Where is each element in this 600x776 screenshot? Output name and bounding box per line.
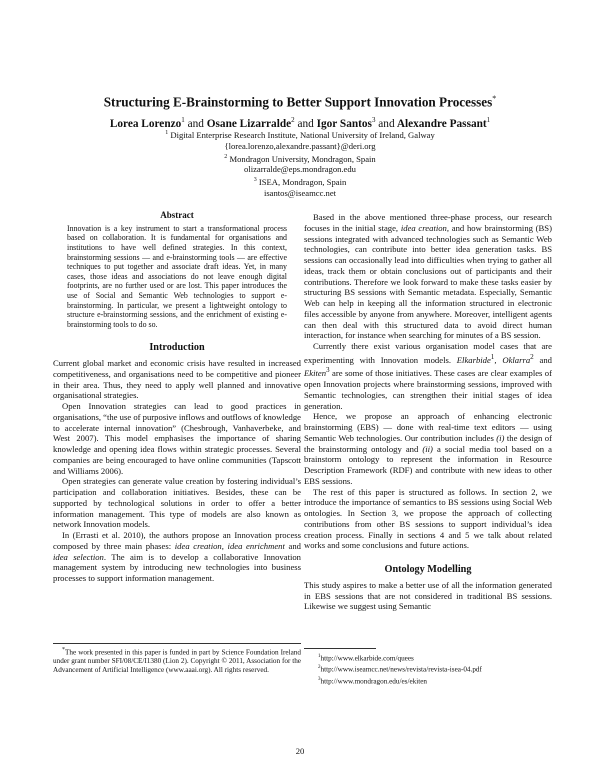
- affiliation-line: [40, 128, 560, 141]
- author-name: Lorea Lorenzo: [109, 117, 182, 130]
- italic-term: (i): [496, 432, 505, 443]
- text-run: a social media tool based on a brainstorm ontology to represent the information in Resource Description Framework (RDF) and contribute with new ideas to other EBS sessions.: [304, 443, 552, 486]
- author-separator: and: [297, 117, 314, 130]
- author-affil-marker: 1: [486, 116, 491, 124]
- italic-term: idea enrichment: [227, 540, 285, 551]
- right-column: [304, 212, 552, 612]
- italic-term: Oklarra: [502, 354, 531, 365]
- footnote-marker: *: [62, 647, 65, 653]
- intro-paragraph: Open strategies can generate value creation by fostering individual’s participation and collaboration initiatives. Besides, these can be supported by technological solutions in order to offer a better information management. This type of models are also known as network Innovation models.: [53, 476, 301, 530]
- author-name: Alexandre Passant: [396, 117, 487, 130]
- footnote-text: [53, 646, 301, 675]
- footnote-ref: 3: [326, 366, 330, 375]
- footnote-ref: 1: [490, 352, 495, 361]
- text-run: and: [284, 540, 301, 551]
- text-run: the design of the brainstorming ontology and: [304, 432, 552, 454]
- intro-paragraph: Open Innovation strategies can lead to good practices in organisations, “the use of purposive inflows and outflows of knowledge to accelerate internal innovation” (Chesbrough, Vanhaverbeke, and West 2007). This model emphasises the importance of sharing knowledge and opening idea flows within strategic processes. Several companies are being encouraged to have online communities (Tapscott and Williams 2006).: [53, 401, 302, 476]
- left-column: [53, 210, 301, 584]
- introduction-heading: Introduction: [149, 342, 205, 354]
- author-separator: and: [187, 117, 204, 130]
- footnote-rule: [53, 643, 301, 644]
- author-separator: and: [378, 117, 395, 130]
- author-name: Igor Santos: [316, 117, 372, 130]
- page-number: 20: [295, 746, 305, 756]
- intro-paragraph: [53, 530, 301, 584]
- footnote-ref: 2: [530, 352, 534, 361]
- body-paragraph: The rest of this paper is structured as follows. In section 2, we introduce the importance of semantics to BS sessions using Social Web ontologies. In Section 3, we propose the approach of collecting contributions from other BS sessions to support individual’s idea creation process. Finally in sections 4 and 5 we talk about related works and some conclusions and future actions.: [304, 486, 552, 551]
- author-affil-marker: 3: [371, 116, 376, 124]
- abstract-heading: Abstract: [160, 210, 194, 220]
- footnote-marker: 2: [318, 665, 321, 671]
- text-run: and: [533, 354, 552, 365]
- text-run: In (Errasti et al. 2010), the authors propose an Innovation process composed by three main phases:: [53, 530, 301, 551]
- italic-term: idea creation: [174, 540, 222, 551]
- footnote-item: [304, 675, 552, 686]
- italic-term: idea creation: [400, 222, 447, 233]
- footnote-url: http://www.iseamcc.net/news/revista/revista-isea-04.pdf: [320, 665, 482, 674]
- affiliation-line: [40, 175, 560, 188]
- affil-marker: 2: [224, 153, 228, 160]
- affiliation-text: Digital Enterprise Research Institute, National University of Ireland, Galway: [170, 129, 435, 140]
- text-run: Based in the above mentioned three-phase process, our research focuses in the initial stage,: [304, 212, 552, 233]
- affil-marker: 3: [253, 177, 257, 184]
- affiliation-email: isantos@iseamcc.net: [263, 188, 337, 199]
- text-run: ,: [494, 354, 503, 365]
- italic-term: Ekiten: [304, 368, 327, 379]
- body-paragraph: [304, 341, 552, 411]
- url-footnotes: [304, 652, 552, 686]
- affiliation-text: ISEA, Mondragon, Spain: [258, 177, 347, 188]
- text-run: Hence, we propose an approach of enhancing electronic brainstorming (EBS) — done with real-time text editors — using Semantic Web technologies. Our contribution includes: [304, 411, 552, 443]
- text-run: ,: [221, 540, 228, 551]
- italic-term: (ii): [422, 443, 433, 454]
- abstract-body: Innovation is a key instrument to start a transformational process based on collaboration. It is fundamental for organisations and institutions to have well defined strategies. In this context, brainstorming sessions — and e-brainstorming tools — are effective techniques to put together and associate draft ideas. Yet, in many cases, those ideas and associations do not leave enough digital footprints, are no further used or are lost. This paper introduces the use of Social and Semantic Web technologies to support e-brainstorming. In particular, we present a lightweight ontology to structure e-brainstorming sessions, and the enrichment of existing e-brainstorming tools to do so.: [67, 223, 287, 329]
- footnote-rule: [304, 648, 376, 649]
- affiliation-email: {lorea.lorenzo,alexandre.passant}@deri.org: [224, 140, 376, 151]
- title-footnote-marker: *: [492, 94, 497, 103]
- footnote-url: http://www.elkarbide.com/quees: [320, 654, 414, 663]
- text-run: Currently there exist various organisation model cases that are experimenting with Innovation models.: [304, 341, 552, 365]
- affiliation-email: olizarralde@eps.mondragon.edu: [244, 164, 356, 175]
- body-paragraph: [304, 411, 552, 486]
- text-run: , and how brainstorming (BS) sessions integrated with advanced technologies such as Semantic Web technologies, can contribute into better idea generation tasks. BS sessions can occasionally lead into difficulties when trying to gather all ideas, track them or obtain conclusions out of participants and their contributions. Therefore we look forward to make these tasks easier by structuring BS sessions with Semantic metadata. Especially, Semantic Web can help in keeping all the information structured in electronic files accessible by anyone from anywhere. Moreover, intelligent agents can then deal with this structured data to avoid direct human interaction, for instance when searching for minutes of a BS session.: [304, 222, 552, 341]
- italic-term: idea selection: [53, 551, 104, 562]
- footnote-url: http://www.mondragon.edu/es/ekiten: [320, 677, 428, 686]
- ontology-modelling-heading: Ontology Modelling: [384, 564, 472, 575]
- paper-title: [40, 91, 560, 110]
- intro-paragraph: Current global market and economic crisis have resulted in increased competitiveness, and organisations need to be competitive and pioneer in their area. Thus, they need to apply well planned and innovative organisational strategies.: [53, 358, 301, 401]
- author-name: Osane Lizarralde: [206, 117, 292, 130]
- text-run: are some of those initiatives. These cases are clear examples of open Innovation projects where brainstorming sessions, improved with Semantic technologies, can strengthen their initial stages of idea generation.: [304, 368, 552, 411]
- affiliations: [40, 128, 560, 199]
- affiliation-line: [40, 152, 560, 165]
- title-text: Structuring E-Brainstorming to Better Support Innovation Processes: [103, 94, 493, 110]
- author-affil-marker: 1: [181, 116, 185, 124]
- footnote-item: [304, 663, 552, 674]
- footnote-marker: 1: [318, 654, 321, 659]
- footnote-body: The work presented in this paper is funded in part by Science Foundation Ireland under grant number SFI/08/CE/I1380 (Lion 2). Copyright © 2011, Association for the Advancement of Artificial Intelligence (www.aaai.org). All rights reserved.: [53, 648, 301, 675]
- italic-term: Elkarbide: [456, 354, 491, 365]
- affil-marker: 1: [165, 130, 169, 136]
- text-run: . The aim is to develop a collaborative Innovation management system by introducing new technologies into business processes to support information management.: [53, 551, 301, 584]
- body-paragraph: This study aspires to make a better use of all the information generated in EBS sessions that are not considered in traditional BS sessions. Likewise we suggest using Semantic: [304, 579, 552, 612]
- author-affil-marker: 2: [291, 116, 295, 124]
- funding-footnote: [53, 646, 301, 675]
- body-paragraph: [304, 212, 552, 341]
- footnote-marker: 3: [318, 676, 321, 682]
- affiliation-text: Mondragon University, Mondragon, Spain: [229, 153, 376, 164]
- footnote-item: [304, 652, 552, 663]
